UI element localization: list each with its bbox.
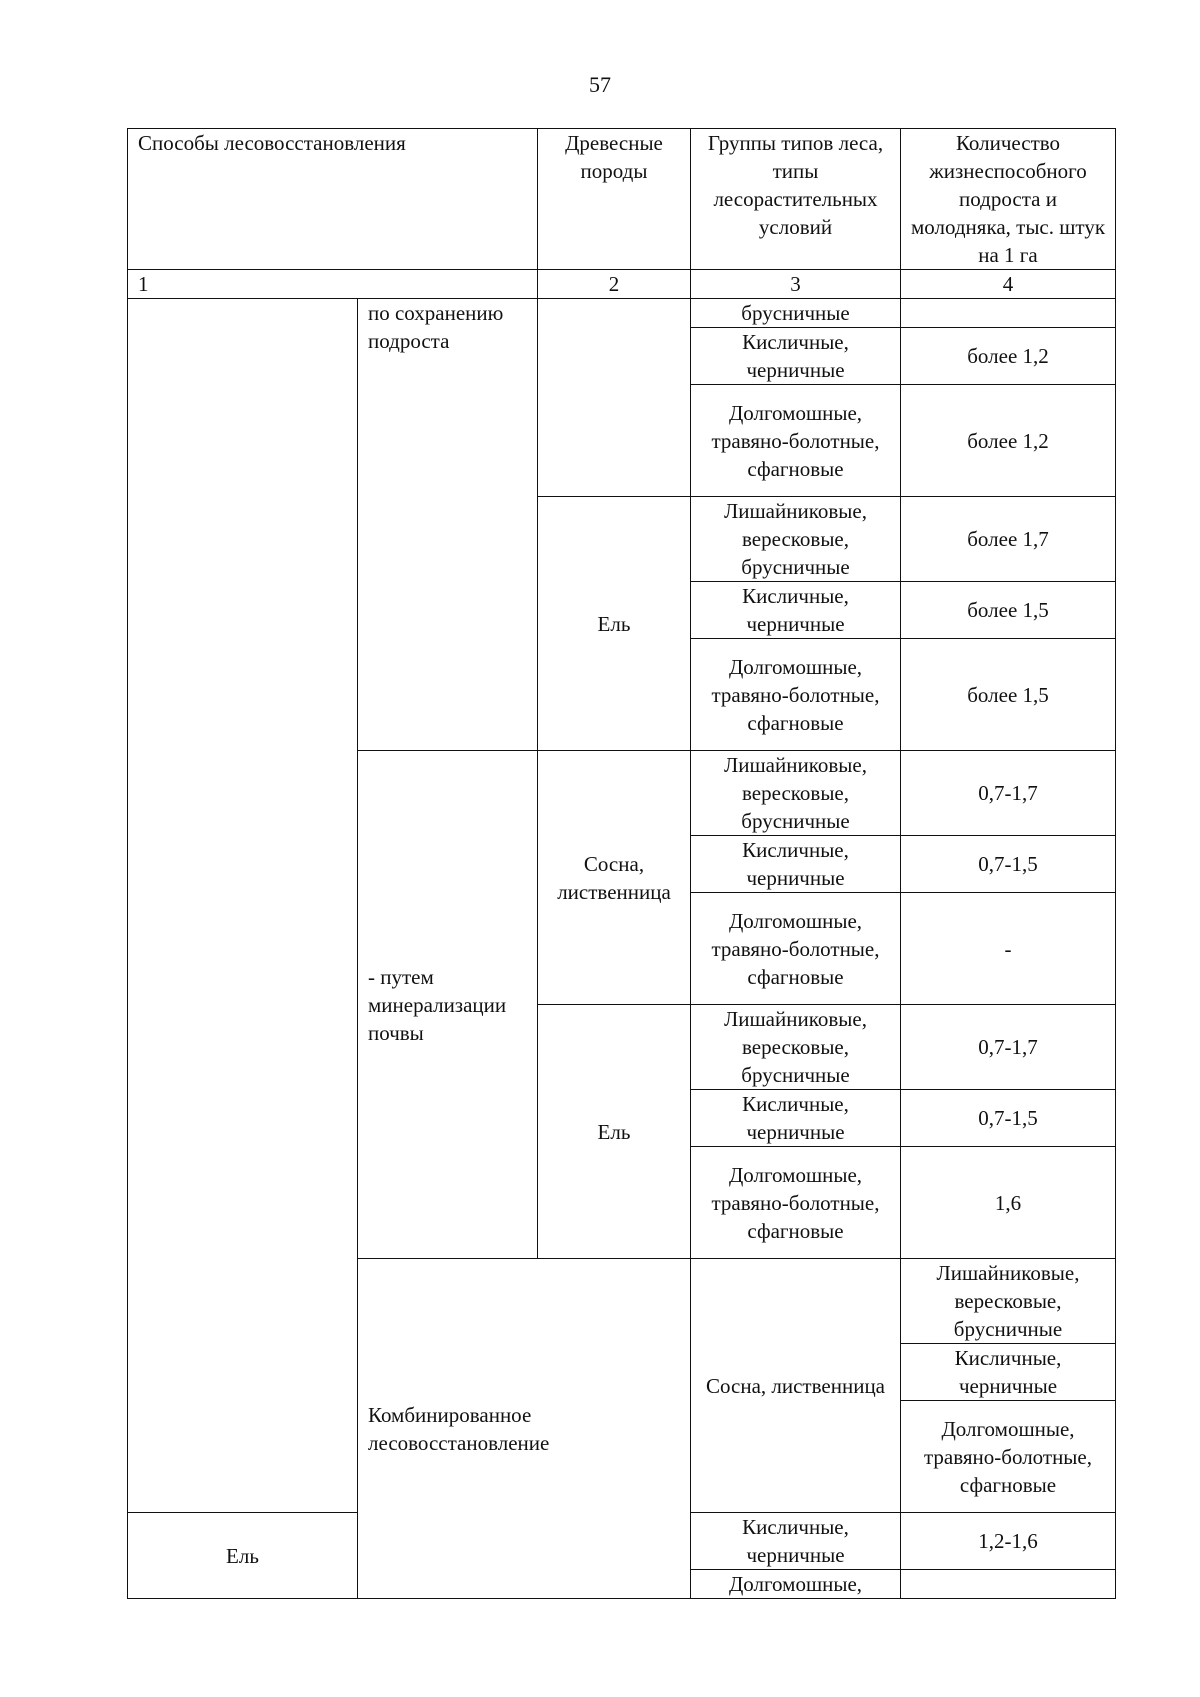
forest-type: брусничные <box>691 299 901 328</box>
species-pine-larch: Сосна, лиственница <box>538 751 691 1005</box>
quantity: 0,7-1,7 <box>901 1005 1116 1090</box>
quantity <box>901 299 1116 328</box>
col-number-2: 2 <box>538 270 691 299</box>
species-spruce: Ель <box>538 1005 691 1259</box>
forest-type: Кисличные, черничные <box>691 1090 901 1147</box>
species-cell-empty <box>538 299 691 497</box>
forest-type: Долгомошные, травяно-болотные, сфагновые <box>691 1147 901 1259</box>
quantity <box>901 1570 1116 1599</box>
col-number-1: 1 <box>128 270 538 299</box>
forest-type: Лишайниковые, вересковые, брусничные <box>691 1005 901 1090</box>
quantity: более 1,5 <box>901 639 1116 751</box>
forest-type: Лишайниковые, вересковые, брусничные <box>691 751 901 836</box>
header-forest-types: Группы типов леса, типы лесорастительных условий <box>691 129 901 270</box>
col-number-3: 3 <box>691 270 901 299</box>
header-quantity: Количество жизнеспособного подроста и молодняка, тыс. штук на 1 га <box>901 129 1116 270</box>
quantity: 0,7-1,5 <box>901 836 1116 893</box>
forest-type: Кисличные, черничные <box>691 328 901 385</box>
header-species: Древесные породы <box>538 129 691 270</box>
table-row <box>128 299 1116 328</box>
quantity: 0,7-1,7 <box>901 751 1116 836</box>
quantity: - <box>901 893 1116 1005</box>
quantity: более 1,2 <box>901 328 1116 385</box>
forest-type: Долгомошные, травяно-болотные, сфагновые <box>691 639 901 751</box>
quantity: 0,7-1,5 <box>901 1090 1116 1147</box>
method-mineral: - путем минерализации почвы <box>358 751 538 1259</box>
forest-type: Кисличные, черничные <box>691 582 901 639</box>
method-combined: Комбинированное лесовосстановление <box>358 1259 691 1599</box>
forest-type: Кисличные, черничные <box>691 836 901 893</box>
page-number: 57 <box>589 72 611 97</box>
forest-type: Долгомошные, травяно-болотные, сфагновые <box>691 893 901 1005</box>
forest-type: Кисличные, черничные <box>691 1513 901 1570</box>
species-spruce: Ель <box>128 1513 358 1599</box>
forest-restoration-table <box>127 128 1116 1599</box>
forest-type: Долгомошные, травяно-болотные, сфагновые <box>691 385 901 497</box>
forest-type: Долгомошные, <box>691 1570 901 1599</box>
quantity: более 1,5 <box>901 582 1116 639</box>
header-methods: Способы лесовосстановления <box>128 129 538 270</box>
method-group-empty <box>128 299 358 1513</box>
forest-type: Долгомошные, травяно-болотные, сфагновые <box>901 1401 1116 1513</box>
quantity: 1,6 <box>901 1147 1116 1259</box>
species-pine-larch: Сосна, лиственница <box>691 1259 901 1513</box>
col-number-4: 4 <box>901 270 1116 299</box>
quantity: более 1,7 <box>901 497 1116 582</box>
quantity: более 1,2 <box>901 385 1116 497</box>
forest-type: Лишайниковые, вересковые, брусничные <box>901 1259 1116 1344</box>
species-spruce: Ель <box>538 497 691 751</box>
column-numbers-row <box>128 270 1116 299</box>
method-preserve: по сохранению подроста <box>358 299 538 751</box>
header-row <box>128 129 1116 270</box>
forest-type: Лишайниковые, вересковые, брусничные <box>691 497 901 582</box>
forest-type: Кисличные, черничные <box>901 1344 1116 1401</box>
quantity: 1,2-1,6 <box>901 1513 1116 1570</box>
